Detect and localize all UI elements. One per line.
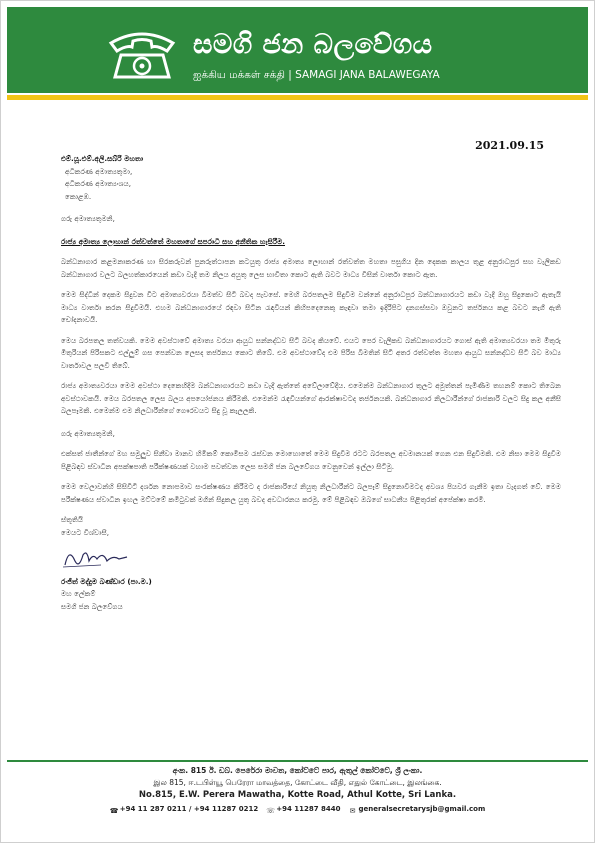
- closing-thanks: ස්තූතියි: [61, 515, 84, 524]
- email-address: generalsecretarysjb@gmail.com: [358, 805, 486, 813]
- header-accent-stripe: [7, 95, 588, 100]
- party-name-sinhala: සමගි ජන බලවේගය: [193, 29, 433, 60]
- body-paragraph: එක්සත් ජාතීන්ගේ මහ සමුලුව සිනීවා මානව හිමිකම් කොමිසම රැස්වන මොහොතේ මෙම සිදුවීම රටට බරපතල අවමානයක් ගෙන එන සිදුවීමකි. එම නිසා මෙම සිදුවීම පිළිබඳව ස්වාධීන අපක්ෂපාති පරීක්ෂණයක් වහාම පවත්වන ලෙස සමගි ජන බලවේගය වෙනුවෙන් ඉල්ලා සිටිමු.: [61, 449, 561, 471]
- fax-number: +94 11287 8440: [276, 805, 341, 813]
- email-contact: [349, 803, 486, 815]
- addressee-block: [61, 153, 561, 203]
- addressee-line: අධිකරණ අමාත්‍යතුමා,: [65, 166, 133, 176]
- body-paragraph: මෙය බරපතල තත්වයකි. මෙම අවස්ථාවේ අමාත්‍ය වරයා ආයුධ සන්නද්ධව සිටි බවද කියවේ. එයට පෙර වැලිකඩ බන්ධනාගාරයට ගොස් ඇති අමාත්‍යවරයා තම මිතුරු මිතුරියන් පිරිසකට එල්ලුම් ගස පෙන්වන ලෙසද තර්ජනය කොට තිබේ. එම අවස්ථාවේද එම පිරිස බීමතින් සිටි අතර රත්වත්ත මහතා ආයුධ සන්නද්ධව සිටි බව මාධ්‍ය වාර්තාවල පලවී තිබේ.: [61, 335, 561, 370]
- letter-footer: [7, 765, 588, 815]
- signer-title: මහ ලේකම්: [61, 589, 96, 598]
- fax-icon: ☏: [266, 807, 275, 815]
- addressee-line: කොළඹ.: [65, 191, 92, 201]
- phone-contact: [110, 803, 259, 815]
- signer-name: රංජිත් මද්දුම බණ්ඩාර (පා.ම.): [61, 576, 152, 586]
- addressee-name: එම්.යූ.එම්.අලි.සබ්රි මහතා: [61, 154, 144, 163]
- handwritten-signature: [61, 543, 131, 571]
- party-name-tamil-english: ஐக்கிய மக்கள் சக்தி | SAMAGI JANA BALAWEGAYA: [193, 69, 440, 81]
- letterhead-banner: [7, 7, 588, 93]
- salutation-repeat: ගරු අමාත්‍යතුමනි,: [61, 428, 115, 438]
- body-paragraph: මෙම සිද්ධීන් දෙකම සිදුවන විට අමාත්‍යවරයා බීමත්ව සිටි බවද පැවසේ. මෙහි බරපතලම සිදුවීම වන්නේ අනුරාධපුර බන්ධනාගාරයට කඩා වැදී ඔහු සිදුකොට ඇතැයි මාධ්‍ය වාර්තා කරන සිදුවීමයි. එහම බන්ධනාගාරයේ රඳවා සිටින රැඳවියන් කිහිපදෙනෙකු කැඳවා තමා ඉදිරිපිට දනගස්සවා ඔවුනට තර්ජනය කළ බවට නැගී ඇති චෝදනාවයි.: [61, 290, 561, 324]
- letter-body: [61, 153, 561, 613]
- fax-contact: [266, 803, 340, 815]
- footer-address-tamil: இல 815, ஈ.டபிள்யூ பெரேரா மாவத்தை, கோட்டை வீதி, எதுல் கோட்டை, இலங்கை.: [153, 778, 442, 787]
- body-paragraph: බන්ධනාගාර කළමනාකරණ හා සිරකරුවන් පුනරුත්ථාපන කටයුතු රාජ්‍ය අමාත්‍ය ලොහාන් රත්වත්ත මහතා පසුගිය දින දෙකක කාලය තුළ අනුරාධපුර සහ වැලිකඩ බන්ධනාගාර වලට බලහත්කාරයෙන් කඩා වැදී තම නිලය අයුතු ලෙස භාවිතා කොට ඇති බවට මාධ්‍ය විසින් වාර්තා කොට ඇත.: [61, 257, 561, 279]
- footer-contacts: [7, 803, 588, 815]
- footer-divider: [7, 760, 588, 762]
- telephone-logo-icon: [107, 25, 177, 83]
- letter-date: 2021.09.15: [475, 139, 544, 152]
- phone-numbers: +94 11 287 0211 / +94 11287 0212: [119, 805, 259, 813]
- body-paragraph: රාජ්‍ය අමාත්‍යවරයා මෙම අවස්ථා දෙකෙහිදීම බන්ධනාගාරයට කඩා වැදී ඇත්තේ අවේලාවේදීය. එමෙන්ම බන්ධනාගාර තුලට අමුත්තන් පැමිණීම තහනම් කොට තිබෙන අවස්ථාවකයි. මෙය බරපතල ලෙස බලය අපයෝජනය කිරීමකි. එමෙන්ම රැඳවියන්ගේ ආරක්ෂාවටද තර්ජනයකි. බන්ධනාගාර නිලධාරීන්ගේ රාජකාරි වලට සිදු කල අනීසි බලපෑමකි. එමෙන්ම එම නිලධාරීන්ගේ ගෞරවයට සිදු වූ කැලලකි.: [61, 381, 561, 415]
- footer-address-sinhala: අංක. 815 ඊ. ඩබ්. පෙරේරා මාවත, කෝට්ටේ පාර, ඇතුල් කෝට්ටේ, ශ්‍රී ලංකා.: [172, 766, 423, 775]
- letter-subject: රාජ්‍ය අමාත්‍ය ලොහාන් රත්වත්තේ මහතාගේ සපරාධී සහ අනීතික හැසිරීම.: [61, 236, 286, 246]
- addressee-line: අධිකරණ අමාත්‍යංශය,: [65, 179, 132, 188]
- closing-sincerely: මෙයට විශ්වාසී,: [61, 527, 109, 537]
- email-icon: ✉: [349, 807, 356, 815]
- phone-icon: ☎: [109, 807, 119, 815]
- signer-organization: සමගි ජන බලවේගය: [61, 601, 123, 611]
- footer-address-english: No.815, E.W. Perera Mawatha, Kotte Road, Athul Kotte, Sri Lanka.: [138, 790, 457, 800]
- body-paragraph: මෙම වෙලාවන්හි සිසිවිටි දර්ශන නොපමාව සංරක්ෂණය කිරීමට ද රාජකාරියේ නියුතු නිලධාරීන්ට බලපෑම් සිදුනොවීමටද අවශ්‍ය පියවර ගැනීම ඉතා වැදගත් වේ. මෙම පරීක්ෂණය ස්වාධීන ඉහල මට්ටමේ කමිටුවක් මගින් සිදුකල යුතු බවද අවධාරනය කරමු. මේ පිළිබඳව ඔබගේ සාධනීය පිළිතුරක් අපේක්ෂා කරමි.: [61, 482, 561, 504]
- salutation: ගරු අමාත්‍යතුමනි,: [61, 214, 115, 223]
